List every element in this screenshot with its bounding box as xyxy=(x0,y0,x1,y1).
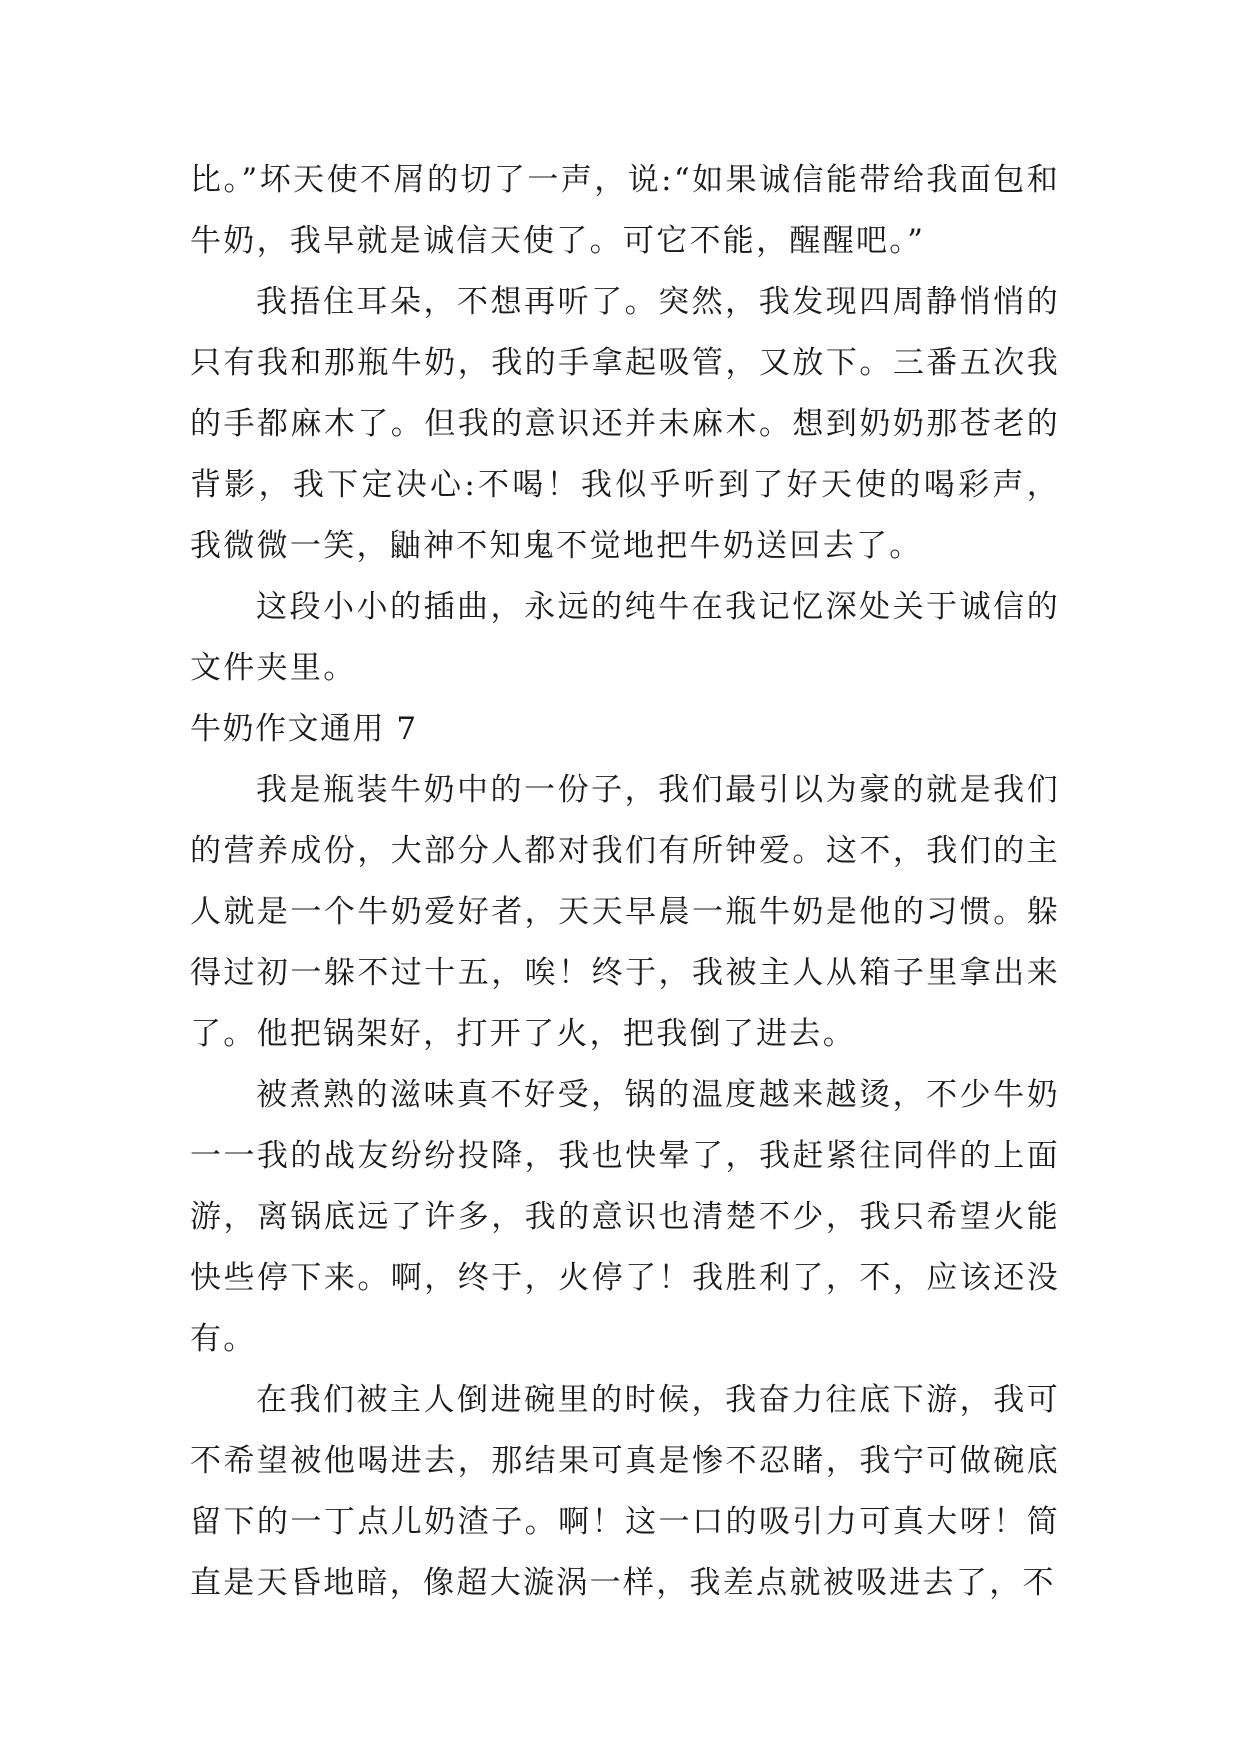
paragraph: 我是瓶装牛奶中的一份子，我们最引以为豪的就是我们的营养成份，大部分人都对我们有所钟爱。这不，我们的主人就是一个牛奶爱好者，天天早晨一瓶牛奶是他的习惯。躲得过初一躲不过十五，唉！终于，我被主人从箱子里拿出来了。他把锅架好，打开了火，把我倒了进去。 xyxy=(190,772,1060,1052)
section-heading: 牛奶作文通用 7 xyxy=(190,711,418,747)
paragraph-continuation: 比。”坏天使不屑的切了一声，说:“如果诚信能带给我面包和牛奶，我早就是诚信天使了。可它不能，醒醒吧。” xyxy=(190,162,1060,259)
paragraph: 我捂住耳朵，不想再听了。突然，我发现四周静悄悄的只有我和那瓶牛奶，我的手拿起吸管，又放下。三番五次我的手都麻木了。但我的意识还并未麻木。想到奶奶那苍老的背影，我下定决心:不喝！我似乎听到了好天使的喝彩声，我微微一笑，鼬神不知鬼不觉地把牛奶送回去了。 xyxy=(190,284,1060,564)
paragraph: 在我们被主人倒进碗里的时候，我奋力往底下游，我可不希望被他喝进去，那结果可真是惨不忍睹，我宁可做碗底留下的一丁点儿奶渣子。啊！这一口的吸引力可真大呀！简直是天昏地暗，像超大漩涡一样，我差点就被吸进去了，不 xyxy=(190,1382,1060,1601)
paragraph: 被煮熟的滋味真不好受，锅的温度越来越烫，不少牛奶一一我的战友纷纷投降，我也快晕了，我赶紧往同伴的上面游，离锅底远了许多，我的意识也清楚不少，我只希望火能快些停下来。啊，终于，火停了！我胜利了，不，应该还没有。 xyxy=(190,1077,1060,1357)
paragraph: 这段小小的插曲，永远的纯牛在我记忆深处关于诚信的文件夹里。 xyxy=(190,589,1060,686)
document-body xyxy=(190,150,1060,1614)
